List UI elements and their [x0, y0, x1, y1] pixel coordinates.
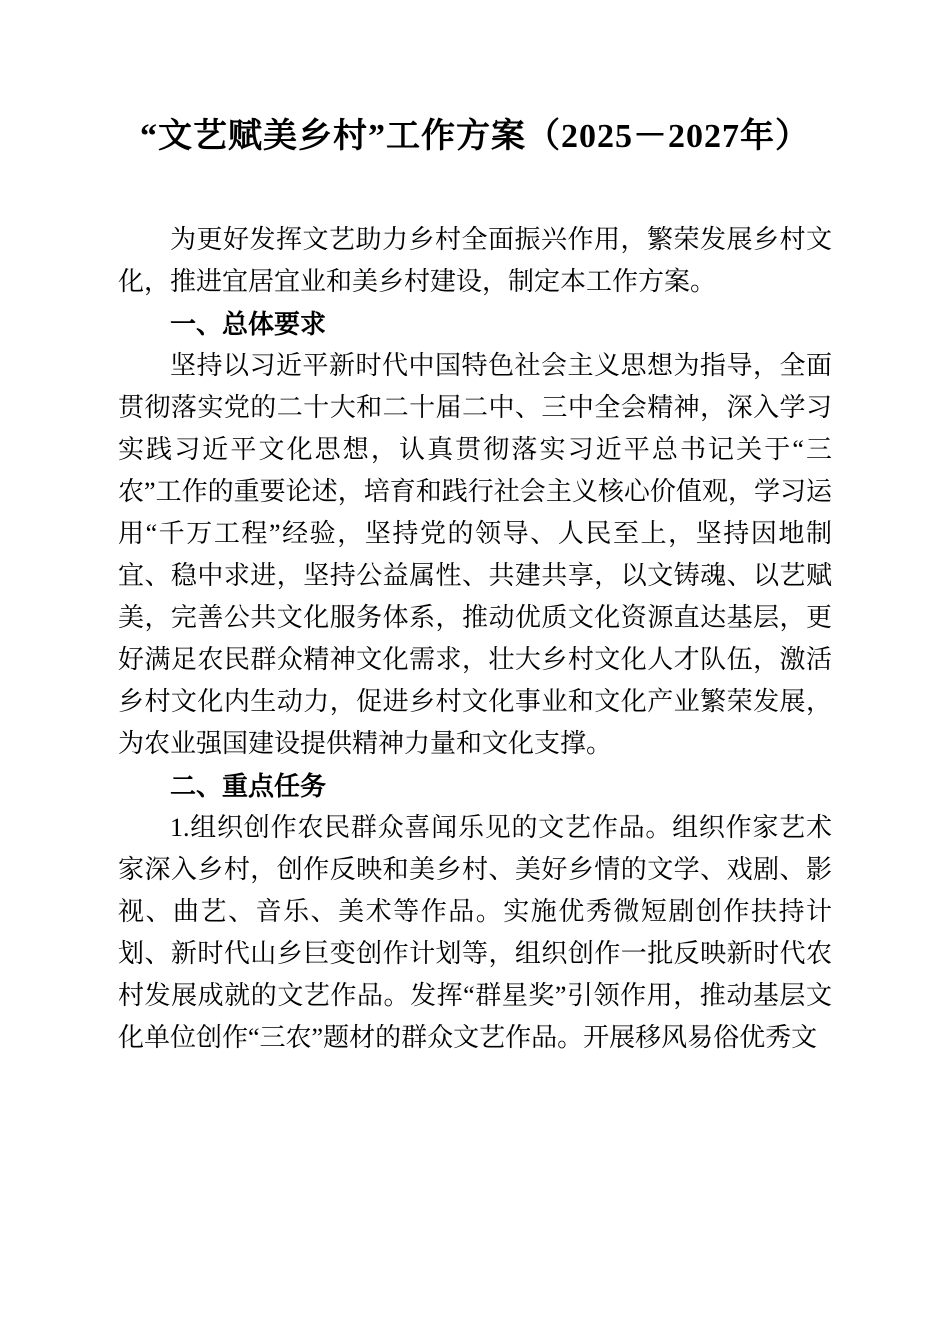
document-title: “文艺赋美乡村”工作方案（2025－2027年）: [140, 118, 810, 155]
paragraph-section-1-body: 坚持以习近平新时代中国特色社会主义思想为指导，全面贯彻落实党的二十大和二十届二中、三中全会精神，深入学习实践习近平文化思想，认真贯彻落实习近平总书记关于“三农”工作的重要论述，培育和践行社会主义核心价值观，学习运用“千万工程”经验，坚持党的领导、人民至上，坚持因地制宜、稳中求进，坚持公益属性、共建共享，以文铸魂、以艺赋美，完善公共文化服务体系，推动优质文化资源直达基层，更好满足农民群众精神文化需求，壮大乡村文化人才队伍，激活乡村文化内生动力，促进乡村文化事业和文化产业繁荣发展，为农业强国建设提供精神力量和文化支撑。: [118, 351, 832, 759]
heading-section-2: 二、重点任务: [170, 771, 327, 802]
paragraph-section-2-task-1: 1.组织创作农民群众喜闻乐见的文艺作品。组织作家艺术家深入乡村，创作反映和美乡村、美好乡情的文学、戏剧、影视、曲艺、音乐、美术等作品。实施优秀微短剧创作扶持计划、新时代山乡巨变创作计划等，组织创作一批反映新时代农村发展成就的文艺作品。发挥“群星奖”引领作用，推动基层文化单位创作“三农”题材的群众文艺作品。开展移风易俗优秀文: [118, 813, 832, 1053]
paragraph-intro: 为更好发挥文艺助力乡村全面振兴作用，繁荣发展乡村文化，推进宜居宜业和美乡村建设，制定本工作方案。: [118, 225, 832, 297]
heading-section-1: 一、总体要求: [170, 309, 327, 340]
